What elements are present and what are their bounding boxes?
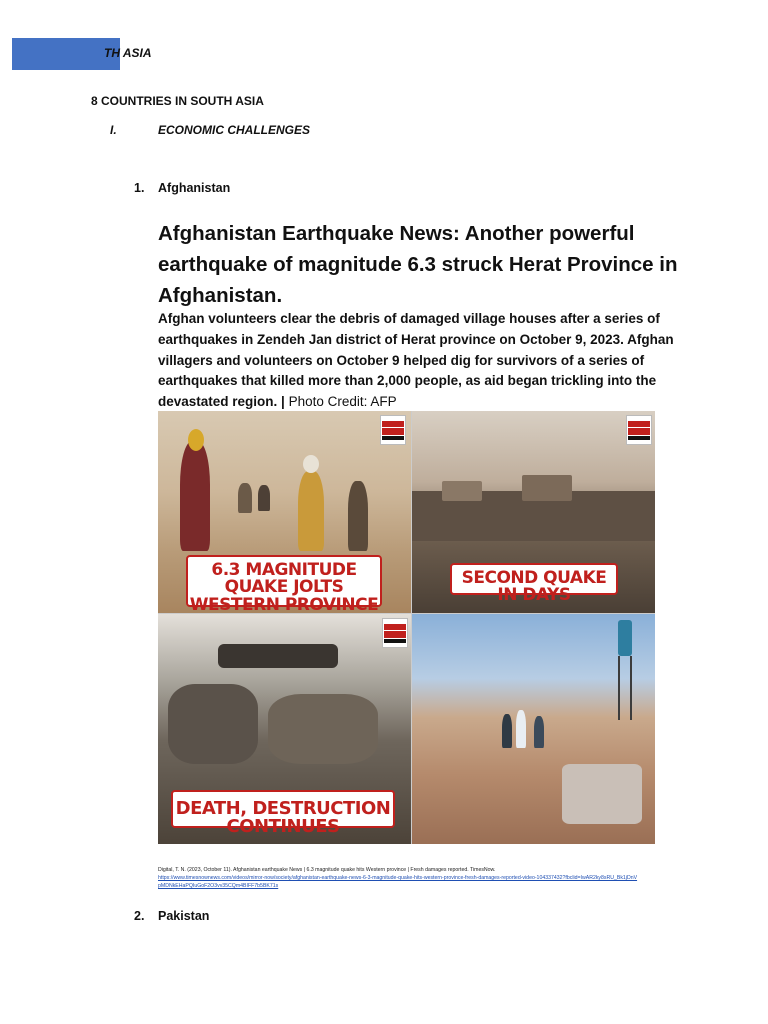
mirror-now-logo [626, 415, 652, 445]
photo-rubble-village [412, 411, 655, 613]
list-item-pakistan: Pakistan [158, 909, 210, 923]
news-photo-collage [158, 411, 655, 844]
citation-text: Digital, T. N. (2023, October 11). Afghanistan earthquake News | 6.3 magnitude quake hits Western province | Fresh damages reported. TimesNow. [158, 867, 496, 873]
list-item-afghanistan: Afghanistan [158, 181, 231, 195]
caption-text: Afghan volunteers clear the debris of damaged village houses after a series of earthquakes in Zendeh Jan district of Herat province on October 9, 2023. Afghan villagers and volunteers on October 9 helped dig for survivors of a series of earthquakes that killed more than 2,000 people, as aid began trickling into the devastated region. | [158, 311, 674, 410]
document-title: 8 COUNTRIES IN SOUTH ASIA [91, 94, 264, 108]
header-text: TH ASIA [104, 46, 152, 60]
photo-credit: Photo Credit: AFP [284, 394, 397, 410]
photo-volunteers [158, 411, 411, 613]
photo-water-tower-rubble [412, 614, 655, 844]
banner-line-1: 6.3 MAGNITUDE QUAKE JOLTS [211, 560, 357, 598]
article-caption [158, 309, 678, 413]
list-item-number: 1. [134, 181, 145, 195]
mirror-now-logo [380, 415, 406, 445]
list-item-number: 2. [134, 909, 145, 923]
article-headline: Afghanistan Earthquake News: Another powerful earthquake of magnitude 6.3 struck Herat Province in Afghanistan. [158, 222, 678, 307]
citation [158, 866, 638, 890]
banner-line-2: WESTERN PROVINCE [189, 594, 379, 613]
section-numeral: I. [110, 123, 117, 137]
banner-quake-jolts [186, 555, 382, 613]
photo-destruction [158, 614, 411, 844]
citation-link[interactable]: https://www.timesnownews.com/videos/mirror-now/society/afghanistan-earthquake-news-6-3-magnitude-quake-hits-western-province-fresh-damages-reported-video-104337432?fbclid=IwAR2ky8sRU_Bk1jDnVpMDNkEHaPQIuGoF2O3vv35CQm4BIFF7b5BK71s [158, 875, 638, 889]
section-title: ECONOMIC CHALLENGES [158, 123, 311, 137]
water-tower [610, 620, 640, 720]
banner-death-destruction: DEATH, DESTRUCTION CONTINUES [171, 790, 395, 828]
banner-second-quake: SECOND QUAKE IN DAYS [450, 563, 618, 595]
mirror-now-logo [382, 618, 408, 648]
